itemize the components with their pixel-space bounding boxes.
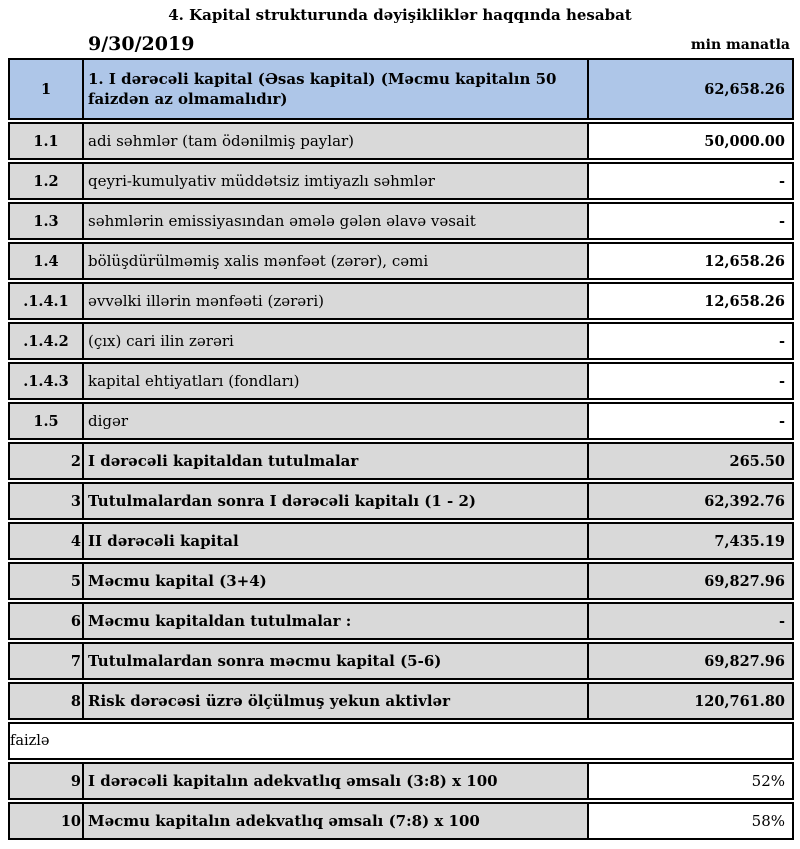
page-title: 4. Kapital strukturunda dəyişikliklər haqqında hesabat: [168, 6, 632, 24]
row-number-cell: .1.4.3: [10, 364, 84, 398]
row-label-cell: kapital ehtiyatları (fondları): [84, 364, 589, 398]
table-row: [8, 202, 794, 240]
row-number-cell: 1.1: [10, 124, 84, 158]
row-value-cell: 50,000.00: [589, 124, 792, 158]
row-label-cell: Tutulmalardan sonra məcmu kapital (5-6): [84, 644, 589, 678]
row-value-cell: 12,658.26: [589, 244, 792, 278]
row-label-cell: əvvəlki illərin mənfəəti (zərəri): [84, 284, 589, 318]
table-row: [8, 762, 794, 800]
row-label-cell: səhmlərin emissiyasından əmələ gələn əlavə vəsait: [84, 204, 589, 238]
row-label-cell: Məcmu kapitalın adekvatlıq əmsalı (7:8) x 100: [84, 804, 589, 838]
row-number-cell: 5: [10, 564, 84, 598]
row-label-cell: adi səhmlər (tam ödənilmiş paylar): [84, 124, 589, 158]
capital-table: [8, 58, 794, 840]
row-label-cell: Tutulmalardan sonra I dərəcəli kapitalı (1 - 2): [84, 484, 589, 518]
percent-unit-label: faizlə: [10, 733, 50, 749]
row-number-cell: 7: [10, 644, 84, 678]
row-number-cell: 8: [10, 684, 84, 718]
row-label-cell: (çıx) cari ilin zərəri: [84, 324, 589, 358]
row-number-cell: 1: [10, 60, 84, 118]
row-value-cell: 7,435.19: [589, 524, 792, 558]
table-row: [8, 602, 794, 640]
row-value-cell: 265.50: [589, 444, 792, 478]
row-label-cell: I dərəcəli kapitaldan tutulmalar: [84, 444, 589, 478]
table-row: [8, 722, 794, 760]
table-row: [8, 802, 794, 840]
table-row: [8, 58, 794, 120]
row-number-cell: 6: [10, 604, 84, 638]
row-number-cell: 9: [10, 764, 84, 798]
row-label-cell: Məcmu kapital (3+4): [84, 564, 589, 598]
row-number-cell: 3: [10, 484, 84, 518]
table-row: [8, 442, 794, 480]
row-number-cell: 2: [10, 444, 84, 478]
row-number-cell: 1.4: [10, 244, 84, 278]
meta-line: [88, 28, 790, 54]
row-number-cell: .1.4.1: [10, 284, 84, 318]
row-value-cell: -: [589, 164, 792, 198]
table-row: [8, 282, 794, 320]
row-number-cell: .1.4.2: [10, 324, 84, 358]
row-label-cell: II dərəcəli kapital: [84, 524, 589, 558]
row-value-cell: 62,392.76: [589, 484, 792, 518]
table-row: [8, 522, 794, 560]
row-value-cell: -: [589, 204, 792, 238]
unit-label: min manatla: [690, 37, 790, 54]
row-number-cell: 1.3: [10, 204, 84, 238]
table-row: [8, 482, 794, 520]
table-row: [8, 322, 794, 360]
row-value-cell: 69,827.96: [589, 644, 792, 678]
row-label-cell: 1. I dərəcəli kapital (Əsas kapital) (Məcmu kapitalın 50 faizdən az olmamalıdır): [84, 60, 589, 118]
report-date: 9/30/2019: [88, 33, 195, 55]
row-label-cell: Risk dərəcəsi üzrə ölçülmuş yekun aktivlər: [84, 684, 589, 718]
row-value-cell: -: [589, 324, 792, 358]
table-row: [8, 362, 794, 400]
row-value-cell: 120,761.80: [589, 684, 792, 718]
table-row: [8, 642, 794, 680]
row-number-cell: 10: [10, 804, 84, 838]
row-value-cell: -: [589, 604, 792, 638]
row-number-cell: 1.2: [10, 164, 84, 198]
table-row: [8, 242, 794, 280]
row-label-cell: bölüşdürülməmiş xalis mənfəət (zərər), cəmi: [84, 244, 589, 278]
row-label-cell: I dərəcəli kapitalın adekvatlıq əmsalı (3:8) x 100: [84, 764, 589, 798]
row-value-cell: 52%: [589, 764, 792, 798]
row-value-cell: -: [589, 364, 792, 398]
row-label-cell: qeyri-kumulyativ müddətsiz imtiyazlı səhmlər: [84, 164, 589, 198]
row-value-cell: 62,658.26: [589, 60, 792, 118]
row-number-cell: 1.5: [10, 404, 84, 438]
row-value-cell: 69,827.96: [589, 564, 792, 598]
row-label-cell: Məcmu kapitaldan tutulmalar :: [84, 604, 589, 638]
table-row: [8, 682, 794, 720]
row-value-cell: 58%: [589, 804, 792, 838]
row-number-cell: 4: [10, 524, 84, 558]
row-value-cell: 12,658.26: [589, 284, 792, 318]
row-label-cell: digər: [84, 404, 589, 438]
table-row: [8, 162, 794, 200]
table-row: [8, 122, 794, 160]
table-row: [8, 562, 794, 600]
row-value-cell: -: [589, 404, 792, 438]
table-row: [8, 402, 794, 440]
